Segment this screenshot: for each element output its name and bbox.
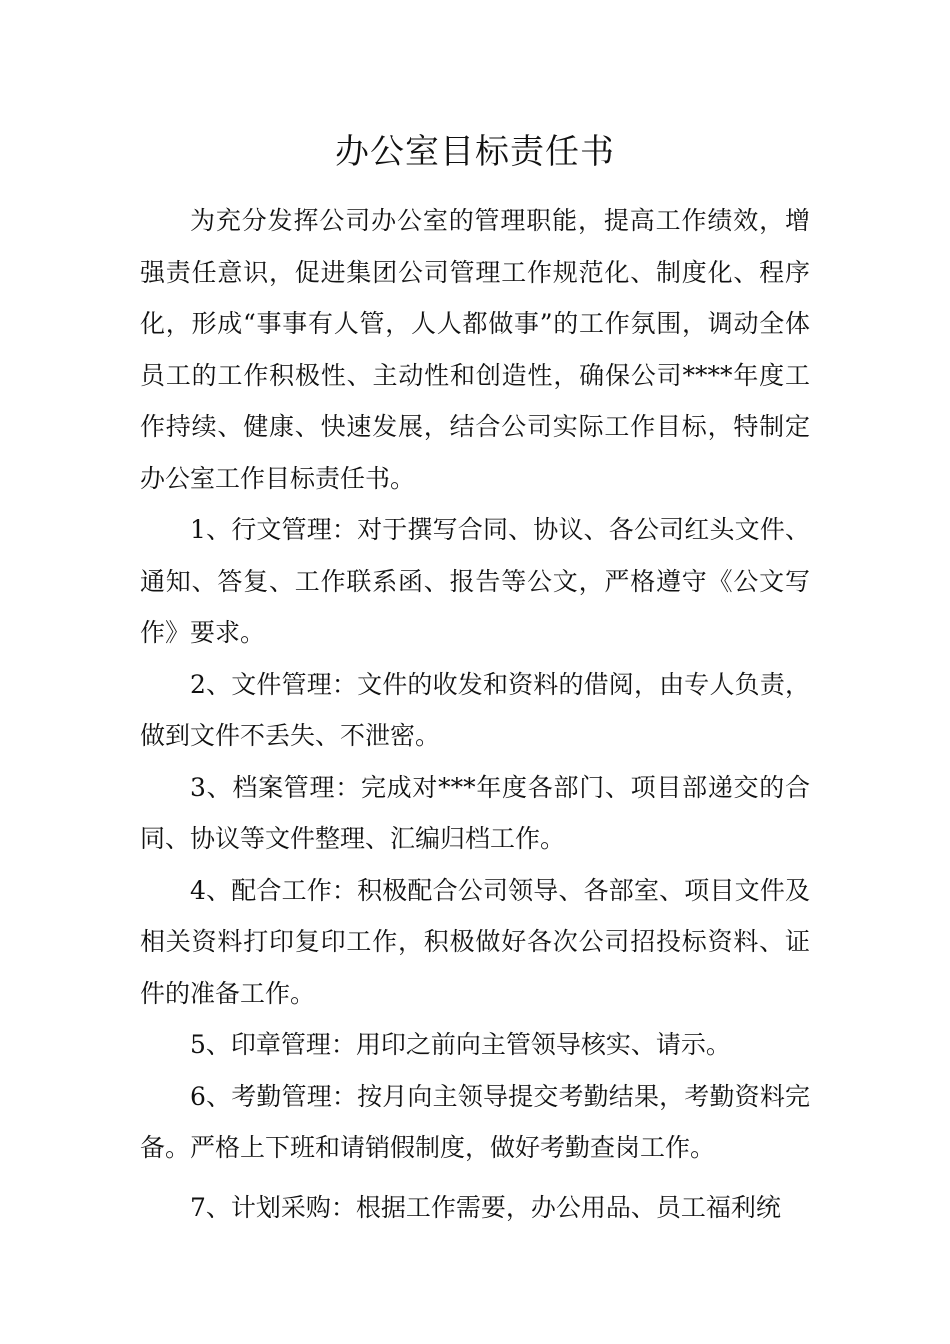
item-paragraph-2: 2、文件管理：文件的收发和资料的借阅，由专人负责，做到文件不丢失、不泄密。 (140, 669, 810, 750)
document-title: 办公室目标责任书 (335, 132, 615, 172)
item-paragraph-7: 7、计划采购：根据工作需要，办公用品、员工福利统 (190, 1192, 781, 1222)
item-paragraph-1: 1、行文管理：对于撰写合同、协议、各公司红头文件、通知、答复、工作联系函、报告等公文，严格遵守《公文写作》要求。 (140, 515, 810, 647)
intro-paragraph: 为充分发挥公司办公室的管理职能，提高工作绩效，增强责任意识，促进集团公司管理工作规范化、制度化、程序化，形成“事事有人管，人人都做事”的工作氛围，调动全体员工的工作积极性、主动性和创造性，确保公司****年度工作持续、健康、快速发展，结合公司实际工作目标，特制定办公室工作目标责任书。 (140, 206, 810, 493)
item-paragraph-5: 5、印章管理：用印之前向主管领导核实、请示。 (190, 1030, 731, 1059)
document-body (140, 195, 810, 1233)
item-paragraph-4: 4、配合工作：积极配合公司领导、各部室、项目文件及相关资料打印复印工作，积极做好各次公司招投标资料、证件的准备工作。 (140, 875, 810, 1008)
item-paragraph-6: 6、考勤管理：按月向主领导提交考勤结果，考勤资料完备。严格上下班和请销假制度，做好考勤查岗工作。 (140, 1081, 810, 1162)
item-paragraph-3: 3、档案管理：完成对***年度各部门、项目部递交的合同、协议等文件整理、汇编归档工作。 (140, 772, 810, 853)
